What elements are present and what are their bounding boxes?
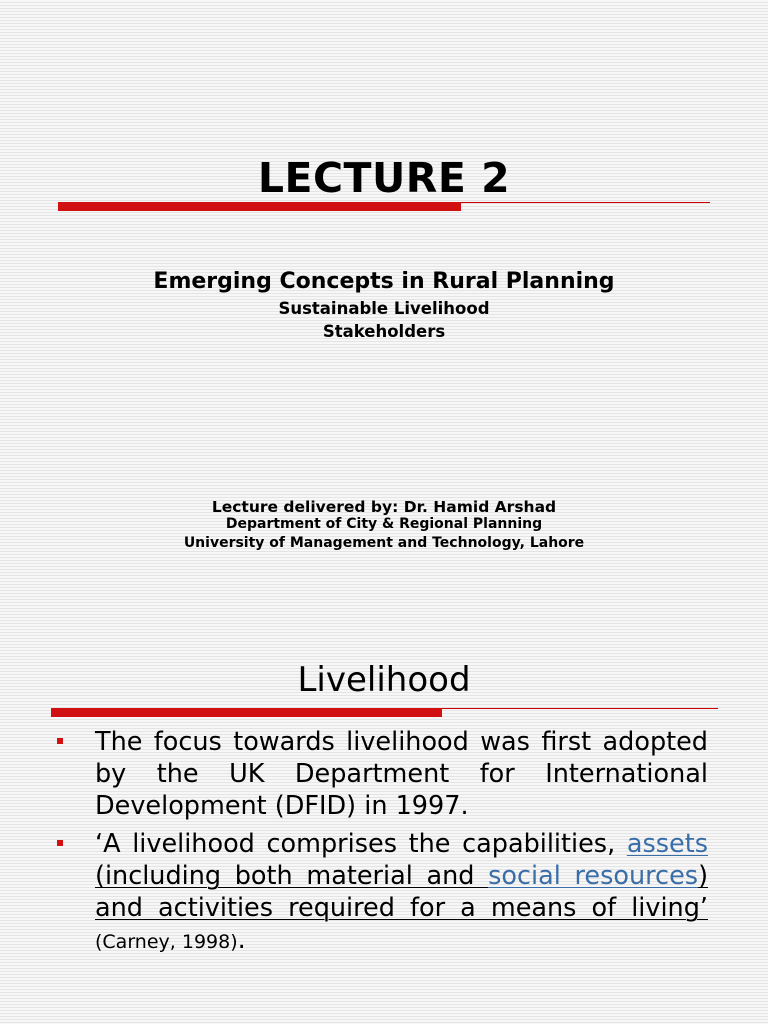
citation: (Carney, 1998) — [95, 931, 238, 953]
university-credit: University of Management and Technology, Lahore — [183, 535, 585, 551]
bullet-item-quote — [95, 828, 708, 958]
social-resources-link[interactable]: social resources — [488, 861, 699, 891]
topic-stakeholders: Stakeholders — [322, 322, 446, 341]
bullet-item: The focus towards livelihood was first adopted by the UK Department for International Development (DFID) in 1997. — [95, 727, 708, 821]
lecture-title: LECTURE 2 — [257, 154, 511, 202]
lecture-subtitle: Emerging Concepts in Rural Planning — [153, 269, 615, 294]
department-credit: Department of City & Regional Planning — [225, 516, 543, 532]
topic-sustainable-livelihood: Sustainable Livelihood — [278, 299, 490, 318]
quote-text-end: ) and activities required for a means of living’ — [95, 861, 709, 923]
section-title: Livelihood — [297, 660, 471, 700]
quote-text-start: ‘A livelihood comprises the capabilities, — [95, 829, 627, 859]
bullet-marker-icon — [57, 840, 63, 846]
section-underline-bar — [51, 708, 442, 717]
quote-period: . — [237, 925, 246, 955]
section-underline-rule — [442, 708, 718, 709]
quote-text-middle: (including both material and — [95, 861, 489, 891]
bullet-marker-icon — [57, 738, 63, 744]
title-underline-rule — [461, 202, 710, 203]
lecturer-credit: Lecture delivered by: Dr. Hamid Arshad — [211, 498, 557, 516]
title-underline-bar — [58, 202, 461, 211]
assets-link[interactable]: assets — [626, 829, 708, 859]
